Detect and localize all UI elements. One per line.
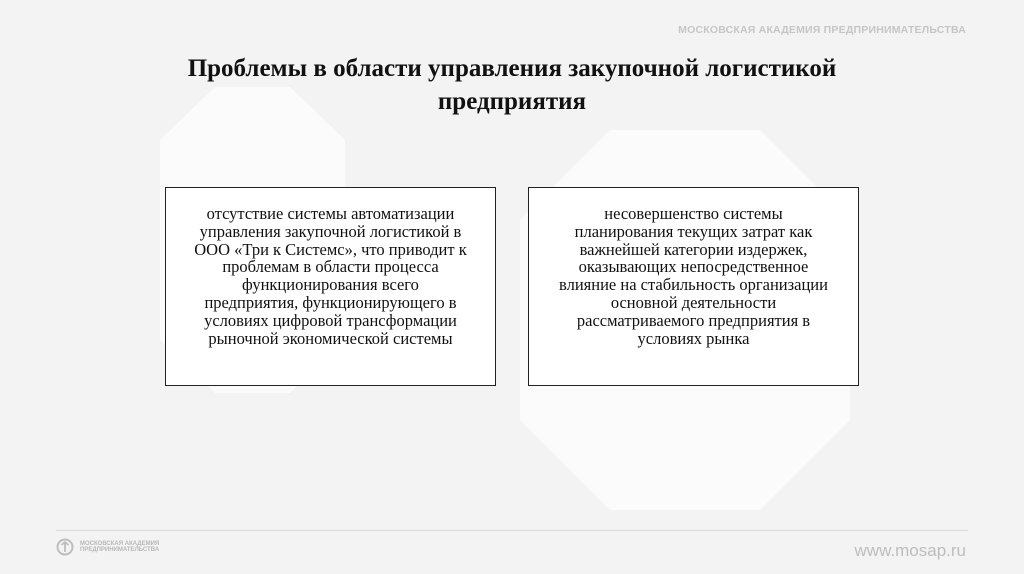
logo-line-1: МОСКОВСКАЯ АКАДЕМИЯ [80, 540, 160, 547]
logo-line-2: ПРЕДПРИНИМАТЕЛЬСТВА [80, 547, 160, 553]
problem-box-automation [165, 187, 496, 386]
box-text-line: влияние на стабильность организации [559, 275, 828, 295]
box-text-line: ООО «Три к Системс», что приводит к [194, 239, 467, 259]
box-text-line: рассматриваемого предприятия в [576, 310, 811, 330]
box-text-line: рыночной экономической системы [208, 328, 453, 348]
box-text-line: оказывающих непосредственное [578, 257, 809, 277]
title-line-2: предприятия [437, 88, 587, 115]
box-text-line: условиях цифровой трансформации [204, 310, 457, 330]
box-text-line: условиях рынка [637, 328, 750, 348]
footer-logo [56, 538, 180, 556]
box-text-line: планирования текущих затрат как [574, 221, 813, 241]
box-text-line: важнейшей категории издержек, [579, 239, 808, 259]
page-title [60, 52, 964, 118]
box-text-line: проблемам в области процесса [222, 257, 439, 277]
box-text-line: основной деятельности [610, 292, 777, 312]
footer-divider [56, 530, 968, 531]
box-text-line: функционирования всего [242, 275, 419, 295]
title-line-1: Проблемы в области управления закупочной логистикой [187, 55, 837, 82]
logo-text [80, 541, 180, 554]
box-text-line: управления закупочной логистикой в [199, 221, 462, 241]
box-text-line: предприятия, функционирующего в [204, 292, 457, 312]
academy-logo-icon [56, 538, 74, 556]
box-text-line: отсутствие системы автоматизации [206, 204, 455, 223]
problem-box-cost-planning [528, 187, 859, 386]
box-text-line: несовершенство системы [604, 204, 783, 223]
website-url[interactable]: www.mosap.ru [854, 541, 966, 560]
organization-header: МОСКОВСКАЯ АКАДЕМИЯ ПРЕДПРИНИМАТЕЛЬСТВА [678, 24, 966, 36]
